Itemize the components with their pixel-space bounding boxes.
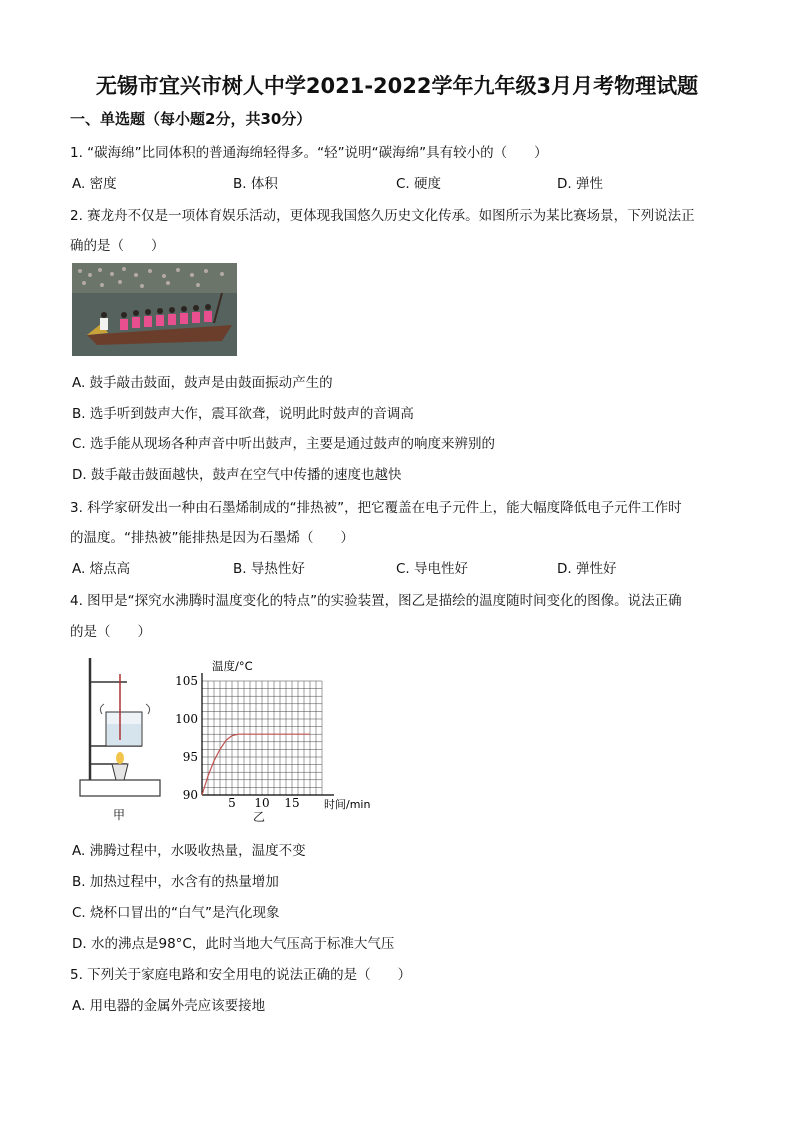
q3-option-a: A. 熔点高 [72,561,131,577]
q2-option-b: B. 选手听到鼓声大作，震耳欲聋，说明此时鼓声的音调高 [72,406,414,422]
q2-option-a: A. 鼓手敲击鼓面，鼓声是由鼓面振动产生的 [72,375,333,391]
y-axis-label: 温度/°C [212,659,253,673]
q4-option-a: A. 沸腾过程中，水吸收热量，温度不变 [72,843,306,859]
x-tick-label: 15 [284,796,300,810]
q1-option-b: B. 体积 [233,176,278,192]
figure-label-yi: 乙 [253,810,266,824]
chart-grid [202,681,322,795]
question-3-text-cont: 的温度。“排热被”能排热是因为石墨烯（ ） [70,530,354,546]
document-title: 无锡市宜兴市树人中学2021-2022学年九年级3月月考物理试题 [95,74,699,98]
q3-option-b: B. 导热性好 [233,561,305,577]
figure-label-jia: 甲 [113,808,126,822]
y-tick-label: 100 [175,712,198,726]
question-4-text-cont: 的是（ ） [70,624,151,640]
question-2-text-cont: 确的是（ ） [70,238,165,254]
boiling-apparatus-diagram [72,652,172,822]
section-heading: 一、单选题（每小题2分，共30分） [70,110,312,128]
dragon-boat-photo [72,263,237,356]
y-tick-label: 105 [175,674,198,688]
question-2-text: 2. 赛龙舟不仅是一项体育娱乐活动，更体现我国悠久历史文化传承。如图所示为某比赛场景，下列说法正 [70,208,695,224]
temperature-time-chart [170,655,395,825]
q3-option-d: D. 弹性好 [557,561,617,577]
q4-option-d: D. 水的沸点是98°C，此时当地大气压高于标准大气压 [72,936,395,952]
q1-option-c: C. 硬度 [396,176,442,192]
q1-option-a: A. 密度 [72,176,117,192]
question-5-text: 5. 下列关于家庭电路和安全用电的说法正确的是（ ） [70,967,412,983]
x-tick-label: 5 [228,796,236,810]
q5-option-a: A. 用电器的金属外壳应该要接地 [72,998,266,1014]
q2-option-d: D. 鼓手敲击鼓面越快，鼓声在空气中传播的速度也越快 [72,467,402,483]
q1-option-d: D. 弹性 [557,176,603,192]
q4-option-b: B. 加热过程中，水含有的热量增加 [72,874,279,890]
x-axis-label: 时间/min [324,798,371,811]
question-1-text: 1. “碳海绵”比同体积的普通海绵轻得多。“轻”说明“碳海绵”具有较小的（ ） [70,145,548,161]
x-tick-label: 10 [254,796,270,810]
q2-option-c: C. 选手能从现场各种声音中听出鼓声，主要是通过鼓声的响度来辨别的 [72,436,496,452]
question-4-text: 4. 图甲是“探究水沸腾时温度变化的特点”的实验装置，图乙是描绘的温度随时间变化的图像。说法正确 [70,593,682,609]
y-tick-label: 90 [182,788,198,802]
question-3-text: 3. 科学家研发出一种由石墨烯制成的“排热被”，把它覆盖在电子元件上，能大幅度降低电子元件工作时 [70,500,682,516]
q3-option-c: C. 导电性好 [396,561,469,577]
q4-option-c: C. 烧杯口冒出的“白气”是汽化现象 [72,905,280,921]
y-tick-label: 95 [182,750,198,764]
